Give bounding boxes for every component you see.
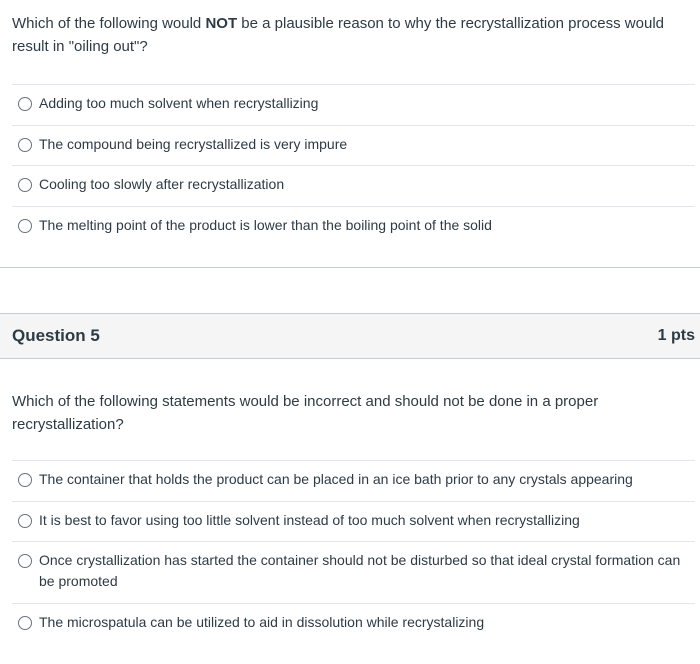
radio-button[interactable]: [18, 178, 32, 192]
radio-button[interactable]: [18, 554, 32, 568]
radio-button[interactable]: [18, 219, 32, 233]
answer-label[interactable]: Cooling too slowly after recrystallization: [39, 176, 285, 192]
question-4-prompt-end: be a plausible reason to why the recrystallization process would result in "oiling out"?: [12, 15, 665, 55]
answer-label[interactable]: The container that holds the product can be placed in an ice bath prior to any crystals appearing: [39, 471, 633, 487]
answer-option[interactable]: [12, 603, 695, 644]
answer-option[interactable]: [12, 125, 695, 165]
radio-button[interactable]: [18, 473, 32, 487]
answer-option[interactable]: [12, 206, 695, 246]
question-title: Question 5: [12, 326, 100, 345]
question-5-header: [0, 313, 700, 359]
radio-button[interactable]: [18, 97, 32, 111]
answer-option[interactable]: [12, 541, 695, 603]
answer-label[interactable]: Adding too much solvent when recrystallizing: [39, 95, 319, 111]
answer-option[interactable]: [12, 460, 695, 501]
radio-button[interactable]: [18, 616, 32, 630]
answer-label[interactable]: The microspatula can be utilized to aid in dissolution while recrystalizing: [39, 614, 485, 630]
answer-option[interactable]: [12, 165, 695, 206]
answer-option[interactable]: [12, 501, 695, 541]
answer-label[interactable]: The compound being recrystallized is very impure: [39, 136, 348, 152]
question-4-prompt: [0, 0, 689, 58]
question-4-prompt-start: Which of the following would: [12, 15, 206, 32]
answer-label[interactable]: It is best to favor using too little solvent instead of too much solvent when recrystallizing: [39, 512, 580, 528]
question-4: [0, 0, 700, 58]
radio-button[interactable]: [18, 514, 32, 528]
question-5-prompt: Which of the following statements would be incorrect and should not be done in a proper recrystallization?: [12, 393, 599, 433]
question-4-answers: [12, 84, 695, 246]
question-points: 1 pts: [657, 327, 695, 344]
question-4-prompt-emphasis: NOT: [205, 15, 238, 32]
answer-label[interactable]: Once crystallization has started the container should not be disturbed so that ideal crystal formation can be promoted: [39, 552, 681, 589]
question-divider: [0, 267, 700, 268]
question-5-answers: [12, 460, 695, 644]
radio-button[interactable]: [18, 138, 32, 152]
answer-label[interactable]: The melting point of the product is lower than the boiling point of the solid: [39, 217, 492, 233]
answer-option[interactable]: [12, 84, 695, 125]
